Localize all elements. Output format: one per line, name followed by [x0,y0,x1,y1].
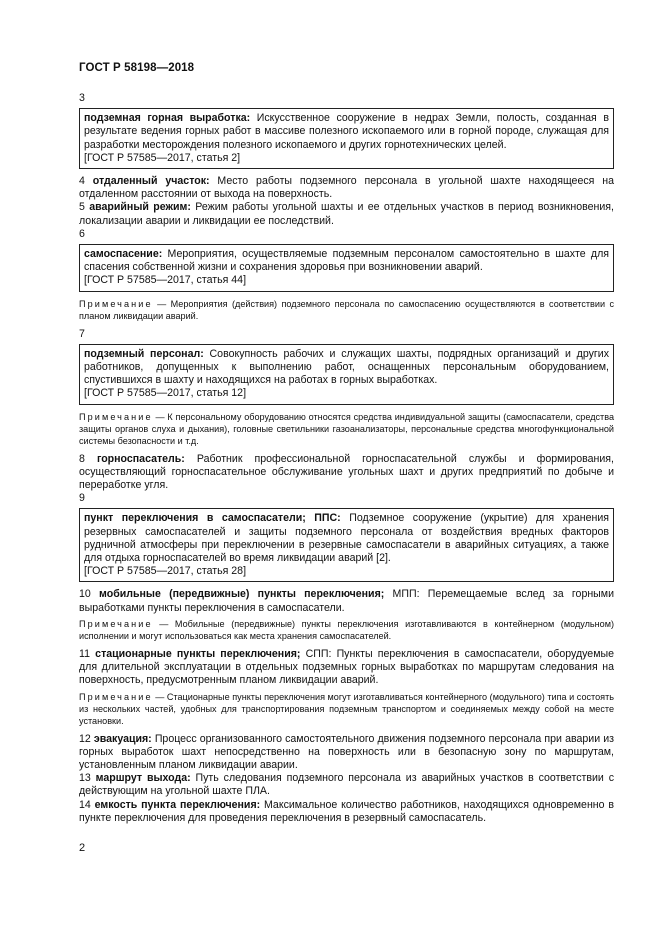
source-reference: [ГОСТ Р 57585—2017, статья 2] [84,151,241,164]
term: маршрут выхода: [95,772,191,785]
entry-number: 7 [79,327,85,340]
note-label: Примечание [79,691,153,702]
terms-column [79,92,614,825]
entry-number: 4 [79,175,93,188]
definition-text: Совокупность рабочих и служащих шахты, подрядных организаций и других работников, допущенных к выполнению работ, оснащенных персональным оборудованием, спустившихся в шахту и находящихся на работах в горных выработках. [84,347,610,387]
term: пункт переключения в самоспасатели; ППС: [84,512,341,525]
term: аварийный режим: [89,201,191,214]
source-reference: [ГОСТ Р 57585—2017, статья 28] [84,565,247,578]
entry-number: 14 [79,798,95,811]
entry-number: 3 [79,92,85,104]
note [79,411,614,447]
term-entry [79,201,614,227]
term: подземный персонал: [84,347,204,360]
term: мобильные (передвижные) пункты переключения; [99,588,385,601]
definition-text: Искусственное сооружение в недрах Земли, полость, созданная в результате ведения горных работ в массиве полезного ископаемого или в горной породе, служащая для разработки месторождения полезного ископаемого и других горнотехнических целей. [84,112,609,151]
definition-text: Подземное сооружение (укрытие) для хранения резервных самоспасателей и защиты подземного персонала от воздействия вредных факторов рудничной атмосферы при переключении в резервные самоспасатели в аварийных ситуациях, а также для отдыха горноспасателей во время ликвидации аварий [2]. [84,512,609,565]
entry-number: 6 [79,227,85,240]
quoted-definition-box [79,108,614,169]
term-entry [79,733,614,773]
note-text: — Мобильные (передвижные) пункты переключения изготавливаются в контейнерном (модульном) исполнении и могут использоваться как места хранения самоспасателей. [79,618,614,641]
source-reference: [ГОСТ Р 57585—2017, статья 12] [84,387,247,400]
term: емкость пункта переключения: [94,798,261,811]
term-entry [79,648,614,688]
note-text: — Мероприятия (действия) подземного персонала по самоспасению осуществляются в соответствии с планом ликвидации аварий. [79,298,614,321]
definition-text: Максимальное количество работников, находящихся одновременно в пункте переключения для проведения переключения в резервный самоспасатель. [79,798,614,824]
note [79,618,614,642]
definition-text: Режим работы угольной шахты и ее отдельных участков в период возникновения, локализации аварии и ликвидации ее последствий. [79,201,614,227]
term: эвакуация: [93,732,152,745]
quoted-definition-box [79,244,614,292]
document-header: ГОСТ Р 58198—2018 [79,62,195,74]
source-reference: [ГОСТ Р 57585—2017, статья 44] [84,274,247,287]
quoted-definition-box [79,508,614,582]
quoted-definition-box [79,344,614,405]
term-entry [79,772,614,798]
note-text: — Стационарные пункты переключения могут изготавливаться контейнерного (модульного) типа и состоять из нескольких частей, удобных для транспортирования подземным транспортом и соединяемых между собой на месте установки. [79,691,614,726]
entry-number: 5 [79,201,90,214]
definition-text: Процесс организованного самостоятельного движения подземного персонала при аварии из горных выработок шахт непосредственно на поверхность или в безопасную зону по маршрутам, установленным планом ликвидации аварии. [79,732,614,771]
note-label: Примечание [79,298,153,309]
definition-text: Место работы подземного персонала в угольной шахте находящееся на отдаленном расстоянии от выхода на поверхность. [79,175,614,201]
entry-number: 10 [79,588,100,601]
note [79,298,614,322]
entry-number: 13 [79,772,96,785]
note-text: — К персональному оборудованию относятся средства индивидуальной защиты (самоспасатели, средства защиты органов слуха и дыхания), головные светильники газоанализаторы, персональные средства многофункциональной системы безопасности и т.д. [79,411,614,446]
term: отдаленный участок: [92,175,210,188]
term-entry [79,588,614,614]
definition-text: Мероприятия, осуществляемые подземным персоналом самостоятельно в шахте для спасения собственной жизни и сохранения здоровья при возникновении аварий. [84,248,609,274]
definition-text: СПП: Пункты переключения в самоспасатели, оборудуемые для длительной эксплуатации в отдельных подземных горных выработках по маршрутам следования на поверхность, предусмотренным планом ликвидации аварий. [79,647,614,687]
entry-number: 12 [79,732,94,745]
entry-number: 9 [79,492,85,505]
definition-text: Работник профессиональной горноспасательной службы и формирования, осуществляющий горноспасательное обслуживание угольных шахт и других предприятий по добыче и переработке угля. [79,452,614,492]
term: подземная горная выработка: [84,112,251,125]
note-label: Примечание [79,618,153,629]
definition-text: Путь следования подземного персонала из аварийных участков в соответствии с действующим на угольной шахте ПЛА. [79,772,614,798]
definition-text: МПП: Перемещаемые вслед за горными выработками пункты переключения в самоспасатели. [79,588,614,614]
page-number: 2 [79,842,86,854]
term-entry [79,175,614,201]
term-entry [79,799,614,825]
entry-number: 11 [79,647,96,660]
note [79,691,614,727]
entry-number: 8 [79,452,97,465]
term-entry [79,453,614,493]
term: стационарные пункты переключения; [95,647,301,660]
note-label: Примечание [79,411,153,422]
term: горноспасатель: [96,452,185,465]
term: самоспасение: [84,248,163,261]
